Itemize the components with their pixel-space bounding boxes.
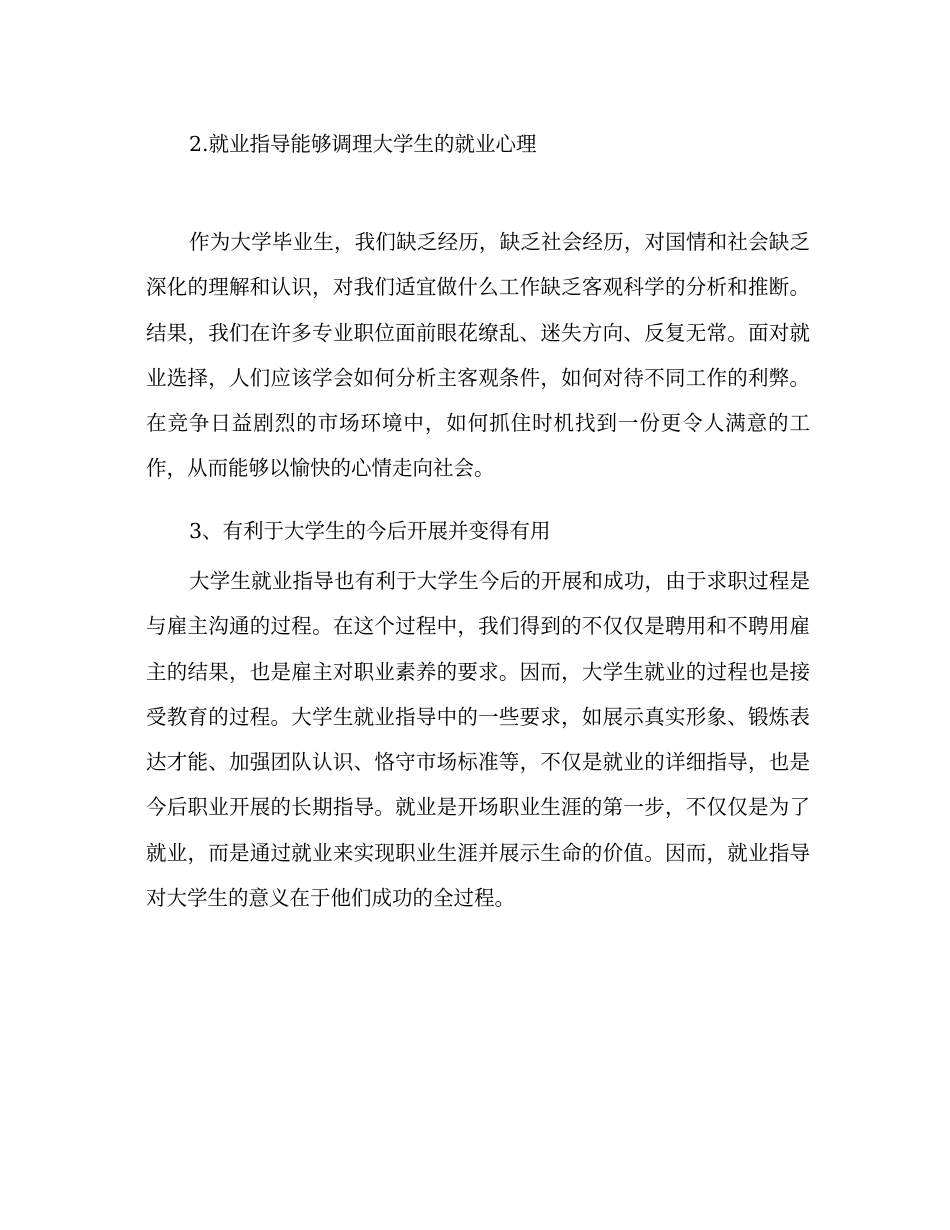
section-heading-2: 2.就业指导能够调理大学生的就业心理 [189,132,537,156]
section-heading-3: 3、有利于大学生的今后开展并变得有用 [189,519,551,543]
paragraph-employment-psychology: 作为大学毕业生，我们缺乏经历，缺乏社会经历，对国情和社会缺乏深化的理解和认识，对我们适宜做什么工作缺乏客观科学的分析和推断。结果，我们在许多专业职位面前眼花缭乱、迷失方向、反复无常。面对就业选择，人们应该学会如何分析主客观条件，如何对待不同工作的利弊。在竞争日益剧烈的市场环境中，如何抓住时机找到一份更令人满意的工作，从而能够以愉快的心情走向社会。 [146,230,810,481]
paragraph-future-development: 大学生就业指导也有利于大学生今后的开展和成功，由于求职过程是与雇主沟通的过程。在这个过程中，我们得到的不仅仅是聘用和不聘用雇主的结果，也是雇主对职业素养的要求。因而，大学生就业的过程也是接受教育的过程。大学生就业指导中的一些要求，如展示真实形象、锻炼表达才能、加强团队认识、恪守市场标准等，不仅是就业的详细指导，也是今后职业开展的长期指导。就业是开场职业生涯的第一步，不仅仅是为了就业，而是通过就业来实现职业生涯并展示生命的价值。因而，就业指导对大学生的意义在于他们成功的全过程。 [146,569,810,911]
